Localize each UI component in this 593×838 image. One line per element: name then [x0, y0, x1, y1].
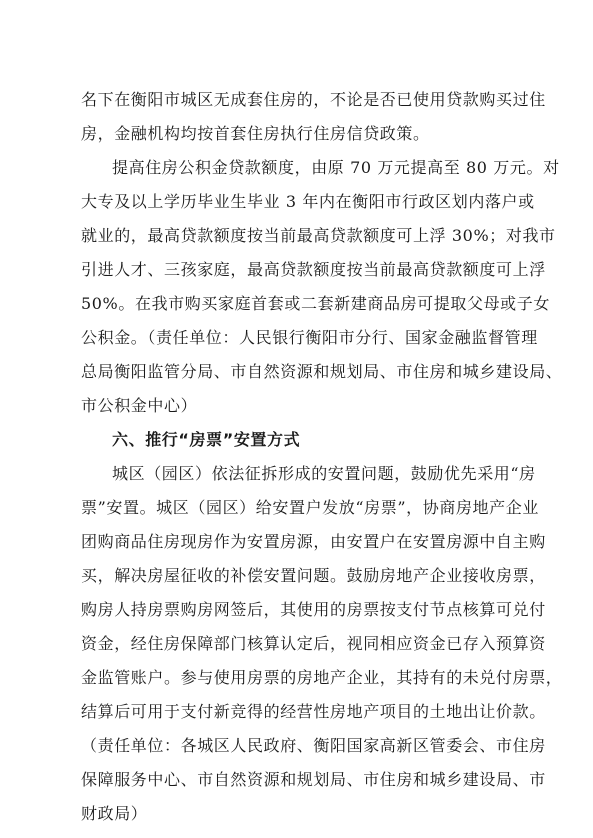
body-line: 购房人持房票购房网签后，其使用的房票按支付节点核算可兑付 [81, 600, 546, 619]
body-line: 大专及以上学历毕业生毕业 3 年内在衡阳市行政区划内落户或 [81, 192, 535, 211]
body-line: 名下在衡阳市城区无成套住房的，不论是否已使用贷款购买过住 [81, 90, 546, 109]
body-line: 就业的，最高贷款额度按当前最高贷款额度可上浮 30%；对我市 [81, 226, 556, 245]
body-line: 结算后可用于支付新竞得的经营性房地产项目的土地出让价款。 [81, 702, 546, 721]
body-line: 票”安置。城区（园区）给安置户发放“房票”，协商房地产企业 [81, 498, 539, 517]
body-line: 市公积金中心） [81, 396, 198, 415]
body-line: 资金，经住房保障部门核算认定后，视同相应资金已存入预算资 [81, 634, 546, 653]
body-line: 城区（园区）依法征拆形成的安置问题，鼓励优先采用“房 [112, 464, 536, 483]
body-line: 公积金。（责任单位：人民银行衡阳市分行、国家金融监督管理 [81, 328, 538, 347]
body-line: 买，解决房屋征收的补偿安置问题。鼓励房地产企业接收房票， [81, 566, 546, 585]
body-line: 提高住房公积金贷款额度，由原 70 万元提高至 80 万元。对 [112, 158, 560, 177]
section-heading: 六、推行“房票”安置方式 [112, 430, 301, 449]
body-line: 引进人才、三孩家庭，最高贷款额度按当前最高贷款额度可上浮 [81, 260, 546, 279]
body-line: 金监管账户。参与使用房票的房地产企业，其持有的未兑付房票， [81, 668, 563, 687]
body-line: 房，金融机构均按首套住房执行住房信贷政策。 [81, 124, 430, 143]
body-line: （责任单位：各城区人民政府、衡阳国家高新区管委会、市住房 [81, 736, 546, 755]
body-line: 50%。在我市购买家庭首套或二套新建商品房可提取父母或子女 [81, 294, 550, 313]
body-line: 财政局） [81, 804, 148, 823]
body-line: 保障服务中心、市自然资源和规划局、市住房和城乡建设局、市 [81, 770, 546, 789]
body-line: 总局衡阳监管分局、市自然资源和规划局、市住房和城乡建设局、 [81, 362, 563, 381]
body-line: 团购商品住房现房作为安置房源，由安置户在安置房源中自主购 [81, 532, 546, 551]
